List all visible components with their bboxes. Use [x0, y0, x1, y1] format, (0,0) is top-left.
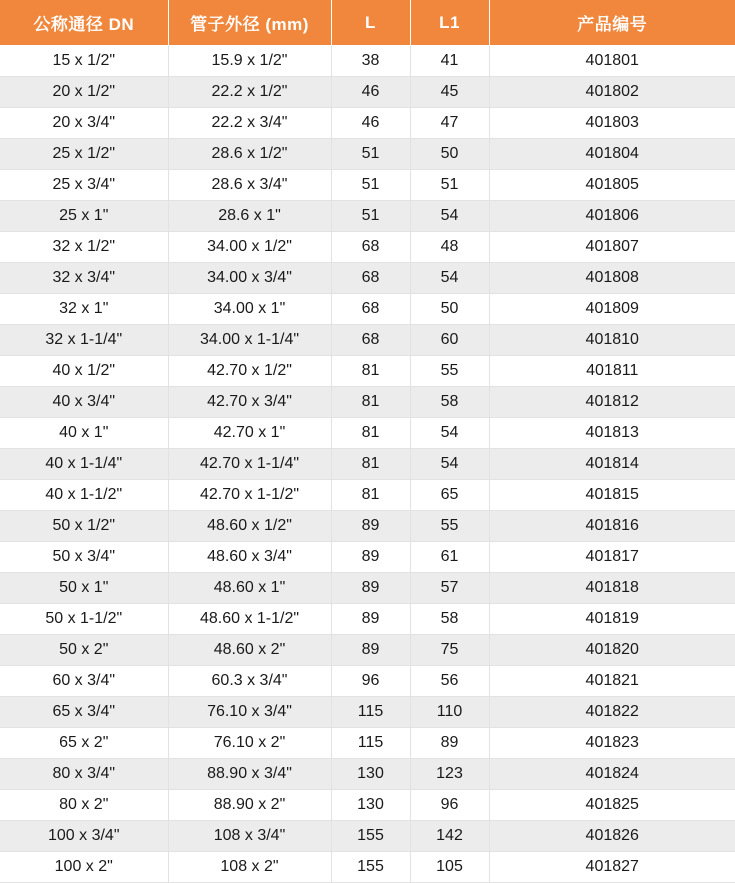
table-header-row: [0, 0, 735, 46]
table-row: [0, 728, 735, 759]
cell-l: 68: [331, 294, 410, 325]
cell-l1: 51: [410, 170, 489, 201]
cell-dn: 15 x 1/2": [0, 46, 168, 77]
cell-l: 81: [331, 449, 410, 480]
table-row: [0, 449, 735, 480]
table-row: [0, 77, 735, 108]
table-row: [0, 418, 735, 449]
table-row: [0, 108, 735, 139]
cell-dn: 50 x 3/4": [0, 542, 168, 573]
cell-product-code: 401802: [489, 77, 735, 108]
cell-dn: 40 x 1/2": [0, 356, 168, 387]
table-row: [0, 170, 735, 201]
cell-product-code: 401810: [489, 325, 735, 356]
cell-l1: 96: [410, 790, 489, 821]
cell-product-code: 401823: [489, 728, 735, 759]
cell-outer-diameter: 42.70 x 3/4": [168, 387, 331, 418]
cell-l1: 54: [410, 449, 489, 480]
table-row: [0, 511, 735, 542]
cell-outer-diameter: 22.2 x 3/4": [168, 108, 331, 139]
column-header-l1: L1: [410, 0, 489, 46]
cell-l: 130: [331, 790, 410, 821]
cell-l: 46: [331, 77, 410, 108]
table-row: [0, 294, 735, 325]
cell-dn: 60 x 3/4": [0, 666, 168, 697]
table-row: [0, 759, 735, 790]
cell-product-code: 401807: [489, 232, 735, 263]
cell-l1: 55: [410, 356, 489, 387]
cell-product-code: 401801: [489, 46, 735, 77]
cell-l1: 56: [410, 666, 489, 697]
cell-outer-diameter: 108 x 3/4": [168, 821, 331, 852]
cell-outer-diameter: 34.00 x 1": [168, 294, 331, 325]
table-row: [0, 542, 735, 573]
cell-l1: 142: [410, 821, 489, 852]
cell-product-code: 401812: [489, 387, 735, 418]
table-row: [0, 325, 735, 356]
cell-dn: 40 x 3/4": [0, 387, 168, 418]
cell-l: 155: [331, 852, 410, 883]
cell-dn: 25 x 1/2": [0, 139, 168, 170]
cell-dn: 32 x 1-1/4": [0, 325, 168, 356]
cell-l1: 50: [410, 139, 489, 170]
table-row: [0, 852, 735, 883]
cell-l: 68: [331, 263, 410, 294]
cell-product-code: 401817: [489, 542, 735, 573]
table-row: [0, 201, 735, 232]
column-header-dn: 公称通径 DN: [0, 0, 168, 46]
cell-l: 81: [331, 480, 410, 511]
cell-product-code: 401803: [489, 108, 735, 139]
cell-outer-diameter: 34.00 x 1/2": [168, 232, 331, 263]
table-row: [0, 263, 735, 294]
table-header: [0, 0, 735, 46]
cell-outer-diameter: 28.6 x 1/2": [168, 139, 331, 170]
cell-product-code: 401815: [489, 480, 735, 511]
cell-l1: 58: [410, 387, 489, 418]
cell-l: 81: [331, 418, 410, 449]
cell-outer-diameter: 28.6 x 1": [168, 201, 331, 232]
cell-l: 89: [331, 511, 410, 542]
cell-l: 155: [331, 821, 410, 852]
cell-dn: 80 x 3/4": [0, 759, 168, 790]
cell-dn: 40 x 1-1/4": [0, 449, 168, 480]
cell-l: 51: [331, 201, 410, 232]
cell-product-code: 401813: [489, 418, 735, 449]
cell-l: 115: [331, 697, 410, 728]
cell-dn: 32 x 1/2": [0, 232, 168, 263]
cell-dn: 50 x 1/2": [0, 511, 168, 542]
cell-l1: 61: [410, 542, 489, 573]
table-row: [0, 480, 735, 511]
cell-l: 51: [331, 170, 410, 201]
cell-l1: 54: [410, 418, 489, 449]
table-row: [0, 356, 735, 387]
cell-outer-diameter: 28.6 x 3/4": [168, 170, 331, 201]
cell-l: 68: [331, 232, 410, 263]
cell-dn: 25 x 1": [0, 201, 168, 232]
cell-l1: 54: [410, 263, 489, 294]
table-row: [0, 790, 735, 821]
cell-dn: 65 x 2": [0, 728, 168, 759]
cell-l1: 60: [410, 325, 489, 356]
cell-dn: 32 x 3/4": [0, 263, 168, 294]
cell-l1: 55: [410, 511, 489, 542]
cell-product-code: 401806: [489, 201, 735, 232]
cell-outer-diameter: 42.70 x 1-1/2": [168, 480, 331, 511]
cell-outer-diameter: 42.70 x 1-1/4": [168, 449, 331, 480]
cell-product-code: 401824: [489, 759, 735, 790]
cell-product-code: 401818: [489, 573, 735, 604]
table-row: [0, 635, 735, 666]
cell-l1: 57: [410, 573, 489, 604]
cell-outer-diameter: 108 x 2": [168, 852, 331, 883]
cell-dn: 50 x 2": [0, 635, 168, 666]
cell-dn: 25 x 3/4": [0, 170, 168, 201]
column-header-l: L: [331, 0, 410, 46]
cell-product-code: 401819: [489, 604, 735, 635]
table-row: [0, 387, 735, 418]
cell-l: 89: [331, 573, 410, 604]
cell-l: 89: [331, 635, 410, 666]
table-row: [0, 604, 735, 635]
cell-l1: 45: [410, 77, 489, 108]
cell-outer-diameter: 34.00 x 1-1/4": [168, 325, 331, 356]
cell-product-code: 401804: [489, 139, 735, 170]
table-row: [0, 139, 735, 170]
cell-l: 115: [331, 728, 410, 759]
cell-l1: 48: [410, 232, 489, 263]
cell-product-code: 401811: [489, 356, 735, 387]
cell-dn: 32 x 1": [0, 294, 168, 325]
column-header-product-code: 产品编号: [489, 0, 735, 46]
cell-l: 68: [331, 325, 410, 356]
cell-product-code: 401825: [489, 790, 735, 821]
table-row: [0, 821, 735, 852]
cell-product-code: 401814: [489, 449, 735, 480]
cell-l1: 123: [410, 759, 489, 790]
cell-l1: 41: [410, 46, 489, 77]
cell-l1: 89: [410, 728, 489, 759]
cell-dn: 50 x 1": [0, 573, 168, 604]
cell-product-code: 401808: [489, 263, 735, 294]
cell-outer-diameter: 76.10 x 3/4": [168, 697, 331, 728]
cell-outer-diameter: 42.70 x 1/2": [168, 356, 331, 387]
cell-dn: 20 x 3/4": [0, 108, 168, 139]
cell-outer-diameter: 48.60 x 1": [168, 573, 331, 604]
cell-product-code: 401816: [489, 511, 735, 542]
cell-dn: 50 x 1-1/2": [0, 604, 168, 635]
cell-dn: 100 x 3/4": [0, 821, 168, 852]
cell-l1: 75: [410, 635, 489, 666]
cell-l1: 65: [410, 480, 489, 511]
cell-product-code: 401822: [489, 697, 735, 728]
cell-outer-diameter: 48.60 x 2": [168, 635, 331, 666]
cell-l1: 58: [410, 604, 489, 635]
table-row: [0, 666, 735, 697]
cell-l1: 110: [410, 697, 489, 728]
cell-dn: 65 x 3/4": [0, 697, 168, 728]
cell-product-code: 401809: [489, 294, 735, 325]
cell-outer-diameter: 22.2 x 1/2": [168, 77, 331, 108]
cell-outer-diameter: 34.00 x 3/4": [168, 263, 331, 294]
table-row: [0, 232, 735, 263]
cell-outer-diameter: 48.60 x 1/2": [168, 511, 331, 542]
cell-product-code: 401805: [489, 170, 735, 201]
cell-l: 81: [331, 387, 410, 418]
cell-l1: 50: [410, 294, 489, 325]
cell-dn: 40 x 1": [0, 418, 168, 449]
cell-l: 81: [331, 356, 410, 387]
cell-outer-diameter: 48.60 x 3/4": [168, 542, 331, 573]
cell-l: 46: [331, 108, 410, 139]
column-header-outer-diameter: 管子外径 (mm): [168, 0, 331, 46]
cell-dn: 80 x 2": [0, 790, 168, 821]
cell-dn: 100 x 2": [0, 852, 168, 883]
cell-outer-diameter: 88.90 x 3/4": [168, 759, 331, 790]
cell-product-code: 401820: [489, 635, 735, 666]
table-row: [0, 697, 735, 728]
cell-l: 130: [331, 759, 410, 790]
cell-outer-diameter: 15.9 x 1/2": [168, 46, 331, 77]
cell-l: 96: [331, 666, 410, 697]
cell-outer-diameter: 48.60 x 1-1/2": [168, 604, 331, 635]
cell-product-code: 401826: [489, 821, 735, 852]
cell-l1: 105: [410, 852, 489, 883]
cell-product-code: 401827: [489, 852, 735, 883]
cell-outer-diameter: 76.10 x 2": [168, 728, 331, 759]
cell-product-code: 401821: [489, 666, 735, 697]
table-row: [0, 46, 735, 77]
cell-outer-diameter: 42.70 x 1": [168, 418, 331, 449]
cell-l: 38: [331, 46, 410, 77]
cell-l: 51: [331, 139, 410, 170]
table-body: [0, 46, 735, 883]
cell-l1: 47: [410, 108, 489, 139]
cell-l: 89: [331, 604, 410, 635]
cell-outer-diameter: 88.90 x 2": [168, 790, 331, 821]
table-row: [0, 573, 735, 604]
cell-l1: 54: [410, 201, 489, 232]
cell-dn: 40 x 1-1/2": [0, 480, 168, 511]
cell-dn: 20 x 1/2": [0, 77, 168, 108]
cell-outer-diameter: 60.3 x 3/4": [168, 666, 331, 697]
cell-l: 89: [331, 542, 410, 573]
